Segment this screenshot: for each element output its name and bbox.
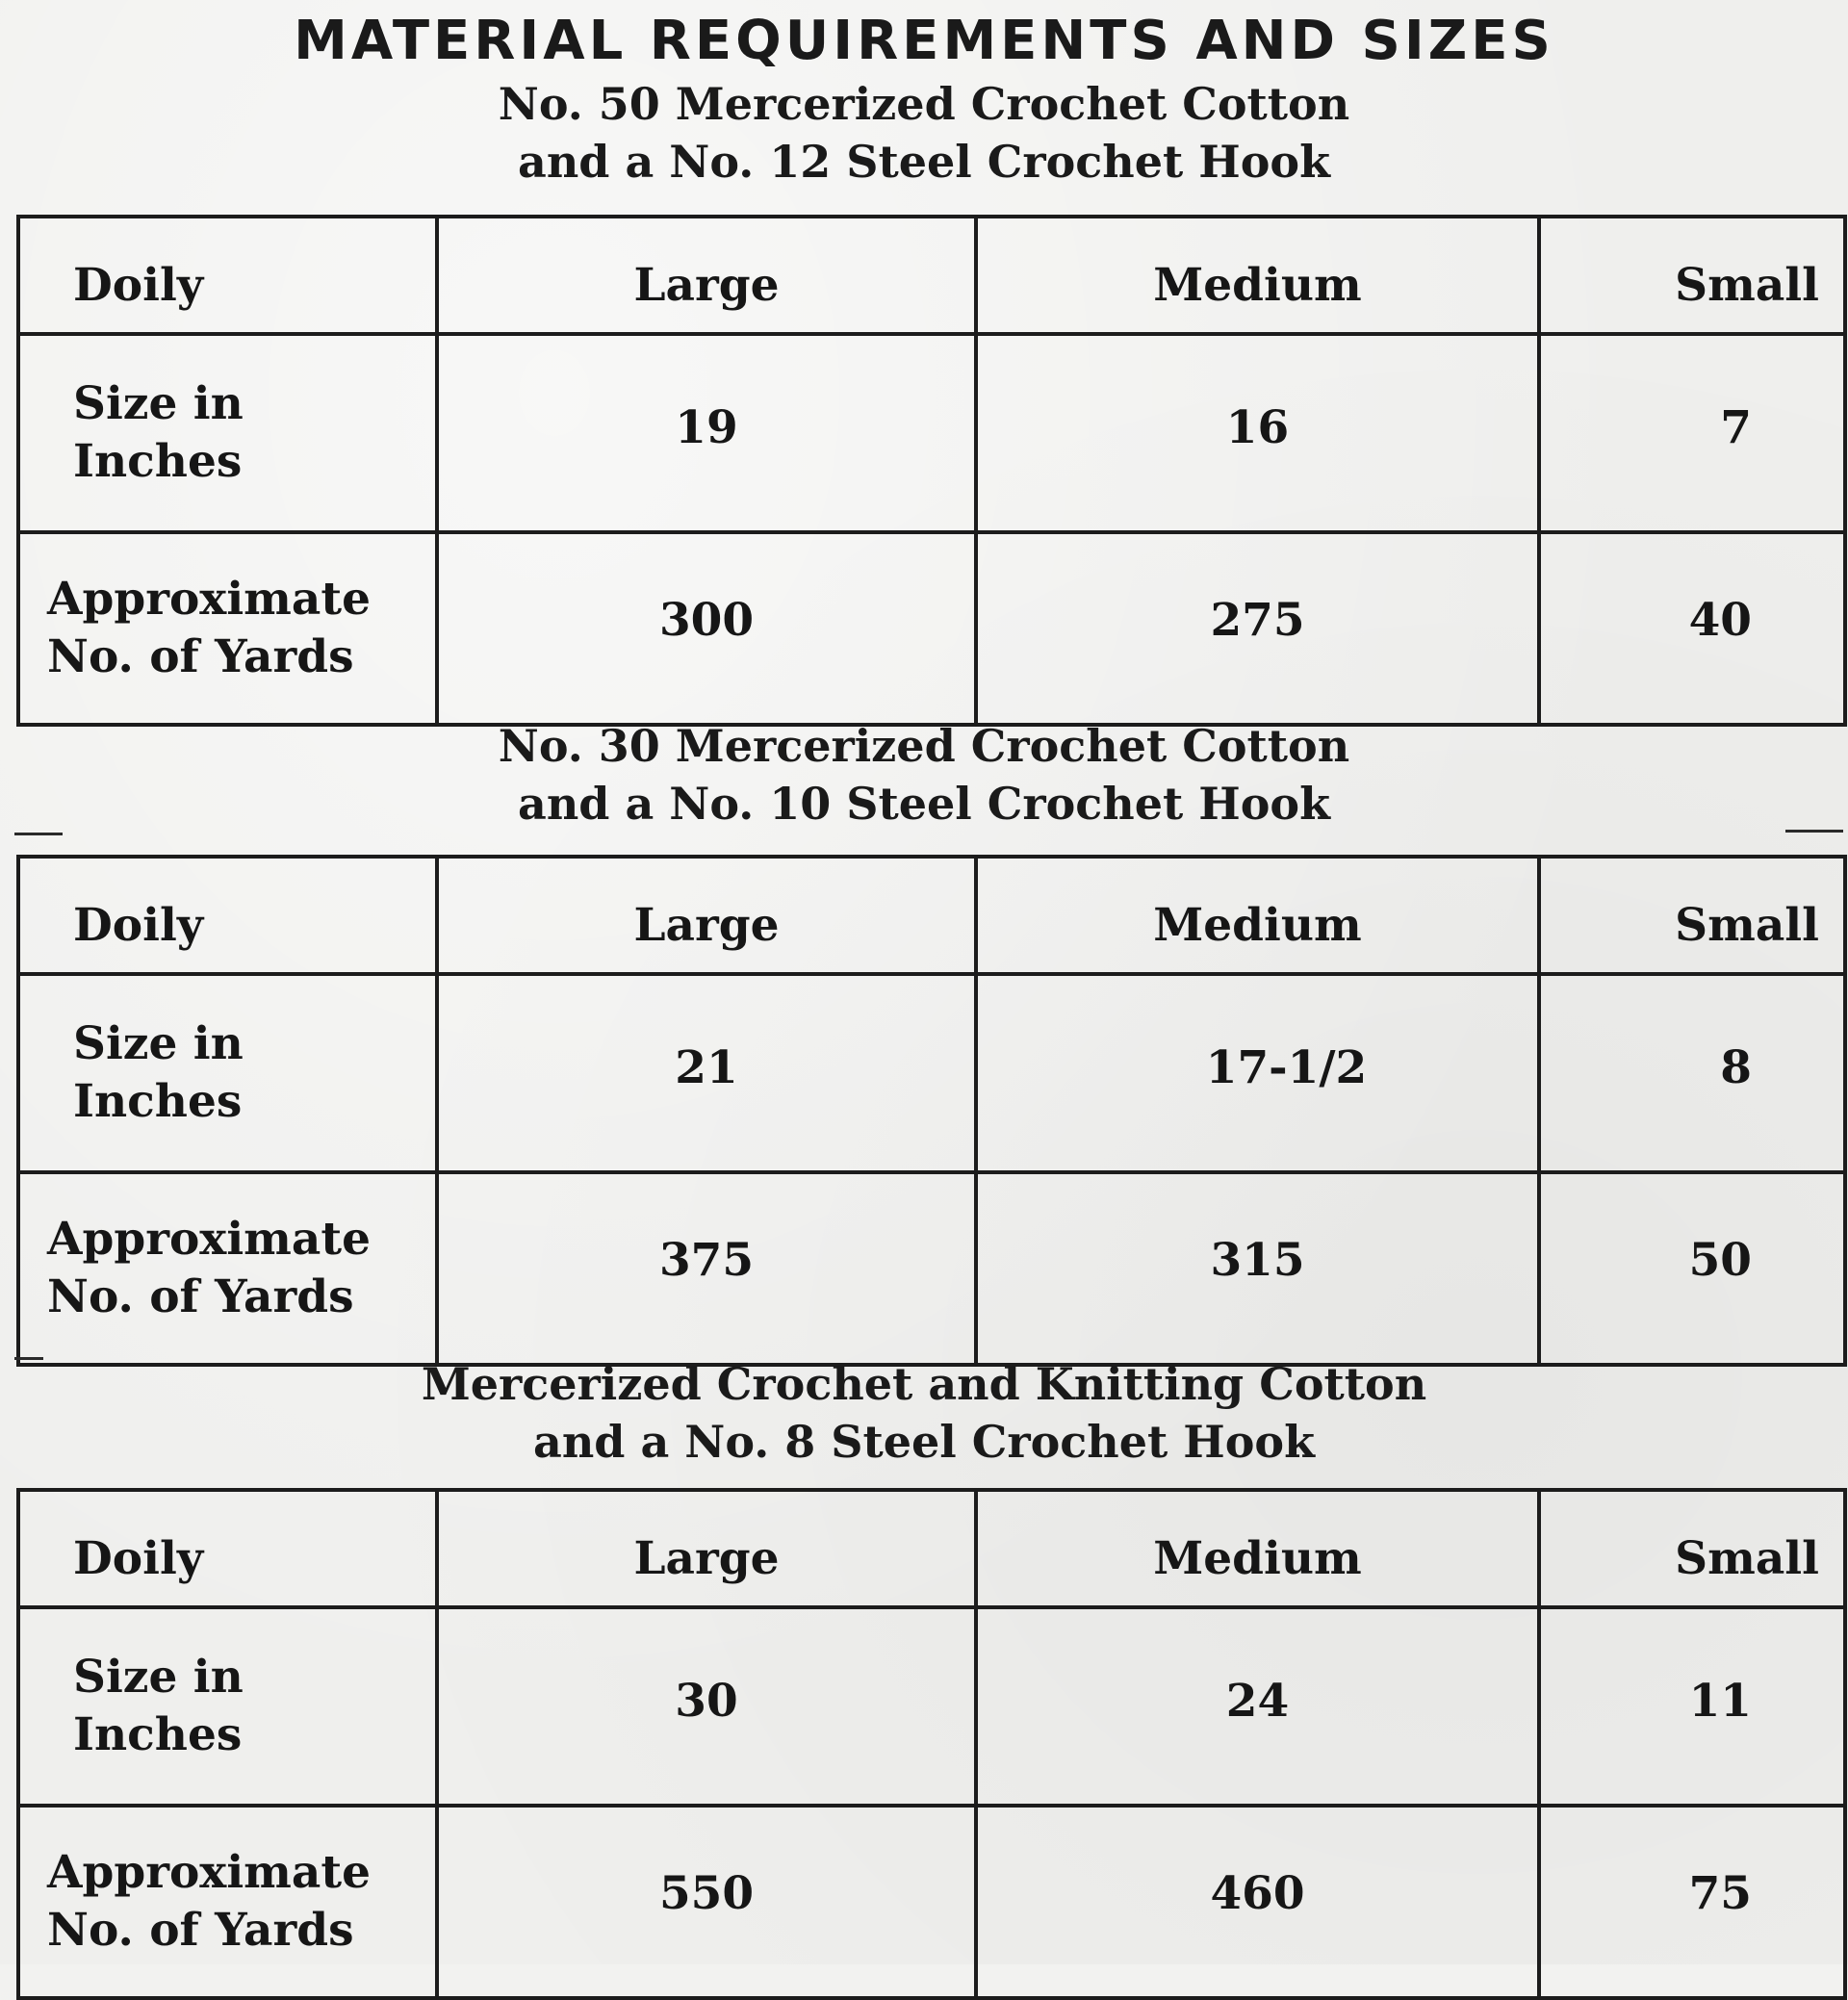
yards-small: 40 bbox=[1539, 532, 1845, 725]
size-large: 21 bbox=[437, 974, 976, 1172]
yards-row bbox=[18, 1172, 1845, 1365]
yards-row-label bbox=[18, 1172, 437, 1365]
header-large: Large bbox=[437, 857, 976, 974]
section-2-heading-line1: No. 30 Mercerized Crochet Cotton bbox=[498, 720, 1350, 772]
yards-row-label bbox=[18, 532, 437, 725]
table-header-row bbox=[18, 1490, 1845, 1607]
size-row bbox=[18, 1607, 1845, 1806]
section-1-heading bbox=[0, 75, 1848, 191]
header-medium: Medium bbox=[976, 1490, 1539, 1607]
yards-label-line1: Approximate bbox=[47, 573, 371, 626]
size-label-line1: Size in bbox=[73, 1017, 244, 1070]
yards-small: 50 bbox=[1539, 1172, 1845, 1365]
size-medium: 17-1/2 bbox=[976, 974, 1539, 1172]
size-small: 7 bbox=[1539, 334, 1845, 532]
header-small: Small bbox=[1539, 857, 1845, 974]
yards-label-line2: No. of Yards bbox=[47, 630, 354, 683]
size-row bbox=[18, 974, 1845, 1172]
yards-large: 550 bbox=[437, 1806, 976, 1998]
section-3-heading-line1: Mercerized Crochet and Knitting Cotton bbox=[421, 1358, 1427, 1410]
size-large: 30 bbox=[437, 1607, 976, 1806]
section-1-heading-line2: and a No. 12 Steel Crochet Hook bbox=[518, 136, 1330, 188]
yards-label-line1: Approximate bbox=[47, 1213, 371, 1266]
header-medium: Medium bbox=[976, 217, 1539, 334]
header-doily: Doily bbox=[18, 217, 437, 334]
size-label-line2: Inches bbox=[73, 435, 243, 488]
size-small: 8 bbox=[1539, 974, 1845, 1172]
size-medium: 16 bbox=[976, 334, 1539, 532]
size-row-label bbox=[18, 1607, 437, 1806]
size-label-line2: Inches bbox=[73, 1075, 243, 1128]
yards-row-label bbox=[18, 1806, 437, 1998]
section-2-heading bbox=[0, 717, 1848, 833]
yards-label-line2: No. of Yards bbox=[47, 1904, 354, 1957]
page-title: MATERIAL REQUIREMENTS AND SIZES bbox=[294, 10, 1554, 72]
section-3-heading bbox=[0, 1355, 1848, 1471]
yards-medium: 275 bbox=[976, 532, 1539, 725]
size-row-label bbox=[18, 334, 437, 532]
header-large: Large bbox=[437, 217, 976, 334]
yards-large: 300 bbox=[437, 532, 976, 725]
yards-large: 375 bbox=[437, 1172, 976, 1365]
yards-label-line2: No. of Yards bbox=[47, 1270, 354, 1323]
section-3-heading-line2: and a No. 8 Steel Crochet Hook bbox=[533, 1416, 1315, 1468]
size-row bbox=[18, 334, 1845, 532]
yards-medium: 460 bbox=[976, 1806, 1539, 1998]
size-row-label bbox=[18, 974, 437, 1172]
size-small: 11 bbox=[1539, 1607, 1845, 1806]
yards-medium: 315 bbox=[976, 1172, 1539, 1365]
size-large: 19 bbox=[437, 334, 976, 532]
header-doily: Doily bbox=[18, 857, 437, 974]
size-label-line1: Size in bbox=[73, 377, 244, 430]
section-1-table bbox=[16, 215, 1847, 727]
scan-mark bbox=[14, 833, 63, 835]
size-label-line1: Size in bbox=[73, 1651, 244, 1704]
header-medium: Medium bbox=[976, 857, 1539, 974]
size-medium: 24 bbox=[976, 1607, 1539, 1806]
section-2-heading-line2: and a No. 10 Steel Crochet Hook bbox=[518, 778, 1330, 830]
yards-row bbox=[18, 532, 1845, 725]
yards-small: 75 bbox=[1539, 1806, 1845, 1998]
section-1-heading-line1: No. 50 Mercerized Crochet Cotton bbox=[498, 78, 1350, 130]
section-2-table bbox=[16, 855, 1847, 1367]
header-small: Small bbox=[1539, 1490, 1845, 1607]
section-3-table bbox=[16, 1488, 1847, 2000]
size-label-line2: Inches bbox=[73, 1708, 243, 1761]
header-doily: Doily bbox=[18, 1490, 437, 1607]
yards-row bbox=[18, 1806, 1845, 1998]
header-small: Small bbox=[1539, 217, 1845, 334]
table-header-row bbox=[18, 857, 1845, 974]
table-header-row bbox=[18, 217, 1845, 334]
yards-label-line1: Approximate bbox=[47, 1846, 371, 1899]
header-large: Large bbox=[437, 1490, 976, 1607]
